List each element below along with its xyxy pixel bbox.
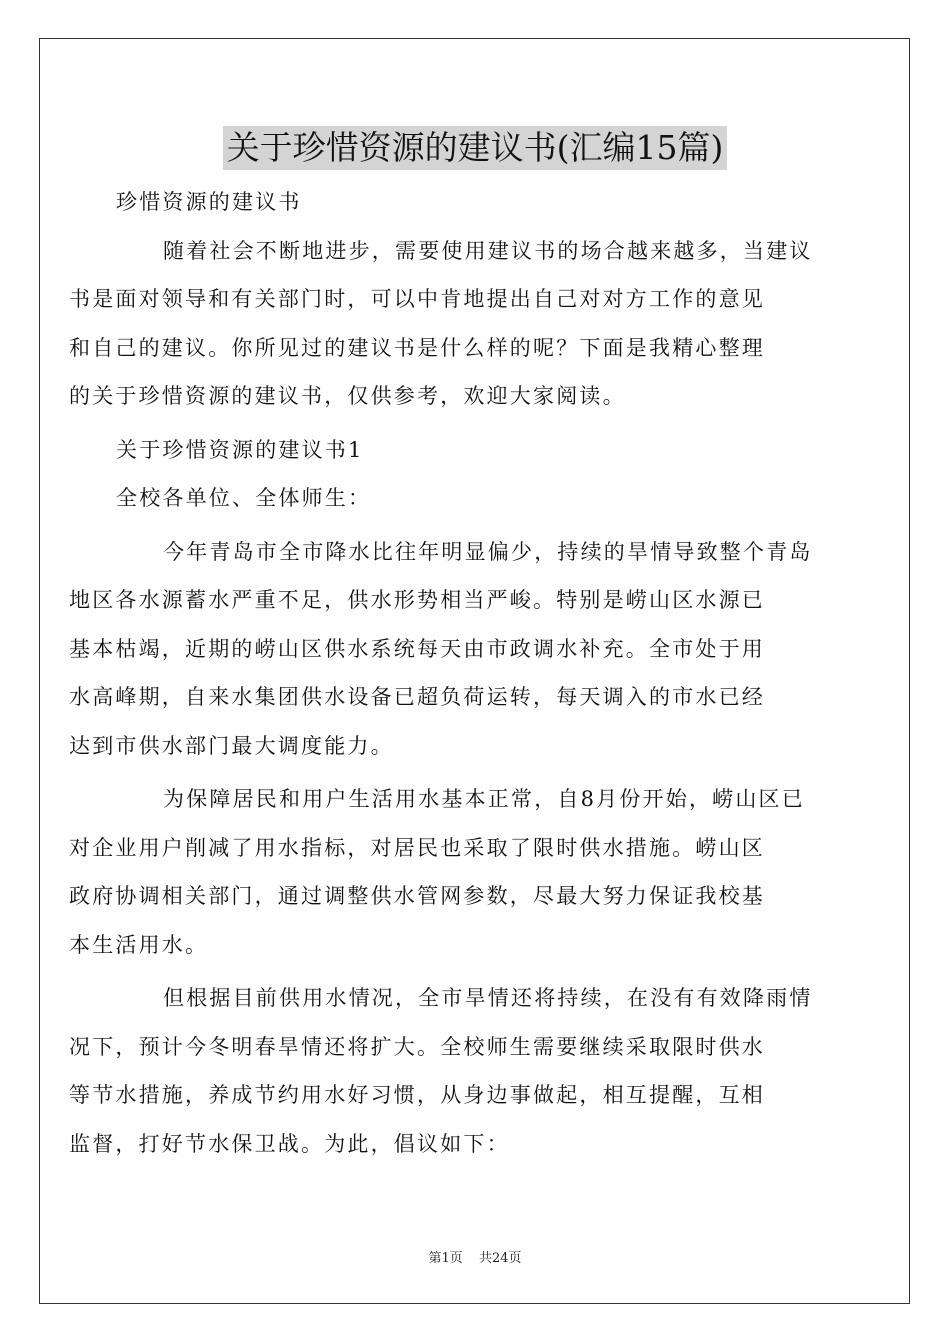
body-paragraph-3	[69, 974, 836, 1168]
title-container	[0, 126, 950, 170]
paragraph-line: 本生活用水。	[69, 932, 209, 957]
paragraph-line: 但根据目前供用水情况，全市旱情还将持续，在没有有效降雨情	[163, 986, 813, 1010]
paragraph-line: 对企业用户削减了用水指标，对居民也采取了限时供水措施。崂山区	[69, 835, 765, 860]
paragraph-line: 监督，打好节水保卫战。为此，倡议如下：	[69, 1131, 510, 1156]
paragraph-line: 等节水措施，养成节约用水好习惯，从身边事做起，相互提醒，互相	[69, 1083, 765, 1107]
paragraph-line: 水高峰期，自来水集团供水设备已超负荷运转，每天调入的市水已经	[69, 685, 765, 709]
paragraph-line: 基本枯竭，近期的崂山区供水系统每天由市政调水补充。全市处于用	[69, 636, 765, 661]
subtitle: 珍惜资源的建议书	[116, 190, 302, 214]
section-heading: 关于珍惜资源的建议书1	[116, 437, 364, 462]
document-title: 关于珍惜资源的建议书(汇编15篇)	[223, 126, 728, 170]
paragraph-line: 政府协调相关部门，通过调整供水管网参数，尽最大努力保证我校基	[69, 884, 765, 908]
document-body	[69, 178, 836, 1173]
salutation: 全校各单位、全体师生：	[116, 486, 372, 510]
paragraph-line: 的关于珍惜资源的建议书，仅供参考，欢迎大家阅读。	[69, 384, 626, 408]
paragraph-line: 今年青岛市全市降水比往年明显偏少，持续的旱情导致整个青岛	[163, 539, 813, 564]
paragraph-line: 地区各水源蓄水严重不足，供水形势相当严峻。特别是崂山区水源已	[69, 588, 765, 612]
body-paragraph-2	[69, 775, 836, 969]
paragraph-line: 况下，预计今冬明春旱情还将扩大。全校师生需要继续采取限时供水	[69, 1034, 765, 1059]
paragraph-line: 随着社会不断地进步，需要使用建议书的场合越来越多，当建议	[163, 238, 813, 263]
paragraph-line: 达到市供水部门最大调度能力。	[69, 733, 394, 758]
body-paragraph-1	[69, 528, 836, 771]
paragraph-line: 和自己的建议。你所见过的建议书是什么样的呢？下面是我精心整理	[69, 335, 765, 360]
paragraph-line: 为保障居民和用户生活用水基本正常，自8月份开始，崂山区已	[163, 787, 805, 811]
page-footer	[0, 1247, 950, 1266]
page-number: 第1页	[428, 1251, 463, 1266]
paragraph-line: 书是面对领导和有关部门时，可以中肯地提出自己对对方工作的意见	[69, 287, 765, 311]
intro-paragraph	[69, 227, 836, 421]
page-total: 共24页	[478, 1251, 522, 1266]
